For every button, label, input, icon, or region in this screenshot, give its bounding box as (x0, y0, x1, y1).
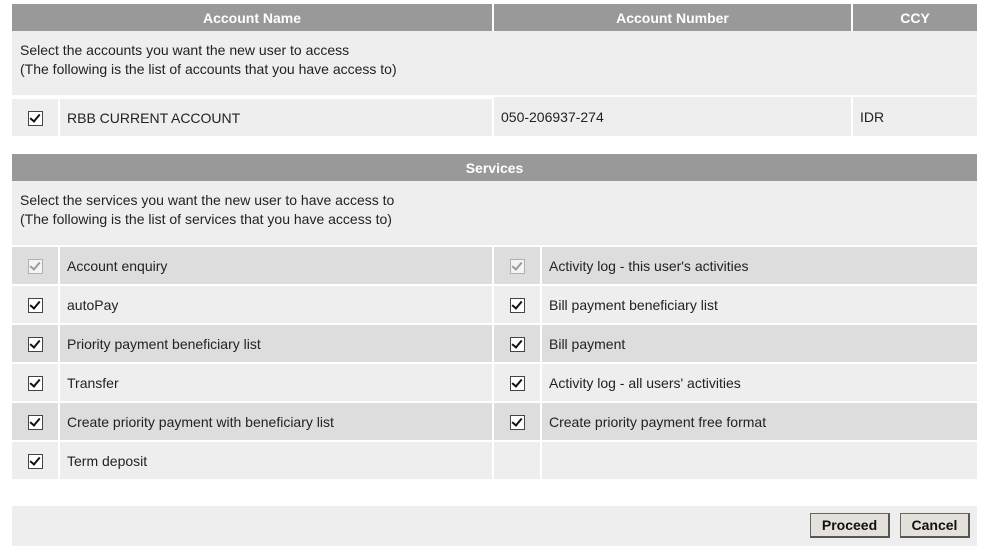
service-checkbox (510, 259, 525, 274)
service-label: Create priority payment free format (542, 401, 977, 440)
ccy-header: CCY (853, 4, 977, 31)
service-checkbox[interactable] (510, 337, 525, 352)
account-name-header: Account Name (12, 4, 494, 31)
services-list (12, 245, 977, 479)
service-checkbox[interactable] (28, 376, 43, 391)
service-label: autoPay (60, 284, 494, 323)
service-label: Activity log - this user's activities (542, 245, 977, 284)
service-label: Activity log - all users' activities (542, 362, 977, 401)
service-label (542, 440, 977, 479)
service-checkbox[interactable] (510, 415, 525, 430)
cancel-button[interactable]: Cancel (900, 513, 970, 538)
service-row (12, 245, 977, 284)
service-checkbox[interactable] (28, 298, 43, 313)
service-checkbox[interactable] (28, 337, 43, 352)
service-row (12, 323, 977, 362)
services-table (12, 154, 977, 245)
service-row (12, 440, 977, 479)
accounts-instruction: Select the accounts you want the new user to access (12, 31, 977, 58)
service-label: Bill payment (542, 323, 977, 362)
services-header: Services (12, 154, 977, 181)
user-access-form (12, 4, 977, 479)
account-row (12, 95, 977, 136)
account-ccy: IDR (853, 95, 977, 136)
service-row (12, 362, 977, 401)
accounts-table (12, 4, 977, 136)
accounts-note: (The following is the list of accounts that you have access to) (12, 58, 977, 95)
service-checkbox[interactable] (28, 454, 43, 469)
service-row (12, 284, 977, 323)
service-checkbox[interactable] (28, 415, 43, 430)
account-checkbox[interactable] (28, 111, 43, 126)
service-label: Account enquiry (60, 245, 494, 284)
service-checkbox (28, 259, 43, 274)
service-label: Transfer (60, 362, 494, 401)
service-row (12, 401, 977, 440)
service-label: Bill payment beneficiary list (542, 284, 977, 323)
account-number-header: Account Number (494, 4, 853, 31)
service-checkbox[interactable] (510, 376, 525, 391)
action-bar (12, 506, 977, 546)
accounts-header-row (12, 4, 977, 31)
service-label: Term deposit (60, 440, 494, 479)
proceed-button[interactable]: Proceed (810, 513, 890, 538)
services-instruction: Select the services you want the new user to have access to (12, 181, 977, 208)
services-note: (The following is the list of services that you have access to) (12, 208, 977, 245)
account-name: RBB CURRENT ACCOUNT (60, 97, 492, 136)
service-label: Priority payment beneficiary list (60, 323, 494, 362)
account-number: 050-206937-274 (494, 95, 853, 136)
service-checkbox[interactable] (510, 298, 525, 313)
service-label: Create priority payment with beneficiary list (60, 401, 494, 440)
